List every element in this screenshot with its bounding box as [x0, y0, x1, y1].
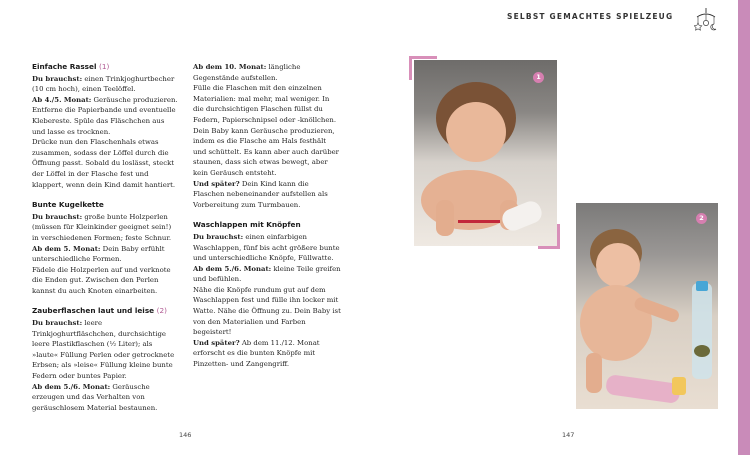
- materials-paragraph: Du brauchst: einen Trinkjoghurtbecher (10 cm hoch), einen Teelöffel.: [32, 74, 175, 94]
- running-header: SELBST GEMACHTES SPIELZEUG: [507, 12, 674, 21]
- baby-illustration: [576, 203, 718, 409]
- section-waschlappen: [193, 220, 341, 369]
- body-paragraph: Fülle die Flaschen mit den einzelnen Materialien: mal mehr, mal weniger. In die durchsichtigen Flaschen füllst du Federn, Papierschnipsel oder -knöllchen. Dein Baby kann Geräusche produzieren, indem es die Flasche am Hals festhält und schüttelt. Es kann aber auch darüber staunen, dass sich etwas bewegt, aber kein Geräusch entsteht.: [193, 84, 339, 177]
- page-number-left: 146: [179, 431, 192, 439]
- section-heading: [32, 306, 178, 317]
- photo-reference: (1): [99, 62, 110, 71]
- section-heading: Bunte Kugelkette: [32, 200, 104, 210]
- photo-accent-bar: [409, 56, 437, 59]
- photo-number-badge: 2: [696, 213, 707, 224]
- section-heading: [32, 62, 178, 73]
- body-paragraph: Fädele die Holzperlen auf und verknote die Enden gut. Zwischen den Perlen kannst du auch Knoten einarbeiten.: [32, 265, 171, 295]
- photo-baby-bottles: [576, 203, 718, 409]
- age-paragraph: Ab 4./5. Monat: Geräusche produzieren. Entferne die Papierbande und eventuelle Klebereste. Spüle das Fläschchen aus und lasse es trocknen.: [32, 95, 178, 136]
- photo-accent-bar: [557, 224, 560, 249]
- photo-accent-bar: [409, 56, 412, 80]
- baby-illustration: [414, 60, 557, 246]
- body-paragraph: Drücke nun den Flaschenhals etwas zusammen, sodass der Löffel durch die Öffnung passt. Sobald du loslässt, steckt der Löffel in der Flasche fest und klappert, wenn dein Kind damit hantiert.: [32, 138, 176, 189]
- later-paragraph: Und später? Dein Kind kann die Flaschen nebeneinander aufstellen als Vorbereitung zum Turmbauen.: [193, 179, 328, 209]
- body-paragraph: Nähe die Knöpfe rundum gut auf dem Waschlappen fest und fülle ihn locker mit Watte. Nähe die Öffnung zu. Dein Baby ist von den Materialien und Farben begeistert!: [193, 285, 341, 337]
- heading-text: Zauberflaschen laut und leise: [32, 306, 155, 316]
- page-edge-color-tab: [738, 0, 750, 455]
- materials-paragraph: Du brauchst: große bunte Holzperlen (müssen für Kleinkinder geeignet sein!) in verschiedenen Formen; feste Schnur.: [32, 212, 172, 242]
- section-einfache-rassel: [32, 62, 178, 190]
- age-paragraph: Ab dem 5./6. Monat: Geräusche erzeugen und das Verhalten von geräuschlosem Material bestaunen.: [32, 382, 158, 412]
- photo-baby-milk-bottle: [414, 60, 557, 246]
- section-zauberflaschen-continued: [193, 62, 341, 210]
- materials-paragraph: Du brauchst: einen einfarbigen Waschlappen, fünf bis acht größere bunte und unterschiedliche Knöpfe, Füllwatte.: [193, 232, 340, 263]
- later-paragraph: Und später? Ab dem 11./12. Monat erforscht es die bunten Knöpfe mit Pinzetten- und Zangengriff.: [193, 338, 320, 369]
- section-bunte-kugelkette: [32, 200, 178, 296]
- photo-number-badge: 1: [533, 72, 544, 83]
- baby-mobile-icon: [694, 8, 718, 34]
- photo-reference: (2): [156, 306, 167, 316]
- age-paragraph: Ab dem 5./6. Monat: kleine Teile greifen und befühlen.: [193, 264, 341, 284]
- right-text-column: [193, 62, 341, 380]
- section-heading: Waschlappen mit Knöpfen: [193, 220, 301, 230]
- materials-paragraph: Du brauchst: leere Trinkjoghurtfläschchen, durchsichtige leere Plastikflaschen (½ Liter); als »laute« Füllung Perlen oder getrocknete Erbsen; als »leise« Füllung kleine bunte Federn oder buntes Papier.: [32, 319, 175, 381]
- section-zauberflaschen: [32, 306, 178, 413]
- heading-text: Einfache Rassel: [32, 62, 97, 71]
- age-paragraph: Ab dem 10. Monat: längliche Gegenstände aufstellen.: [193, 63, 301, 82]
- left-text-column: [32, 62, 178, 423]
- age-paragraph: Ab dem 5. Monat: Dein Baby erfühlt unterschiedliche Formen.: [32, 244, 165, 264]
- page-number-right: 147: [562, 431, 575, 439]
